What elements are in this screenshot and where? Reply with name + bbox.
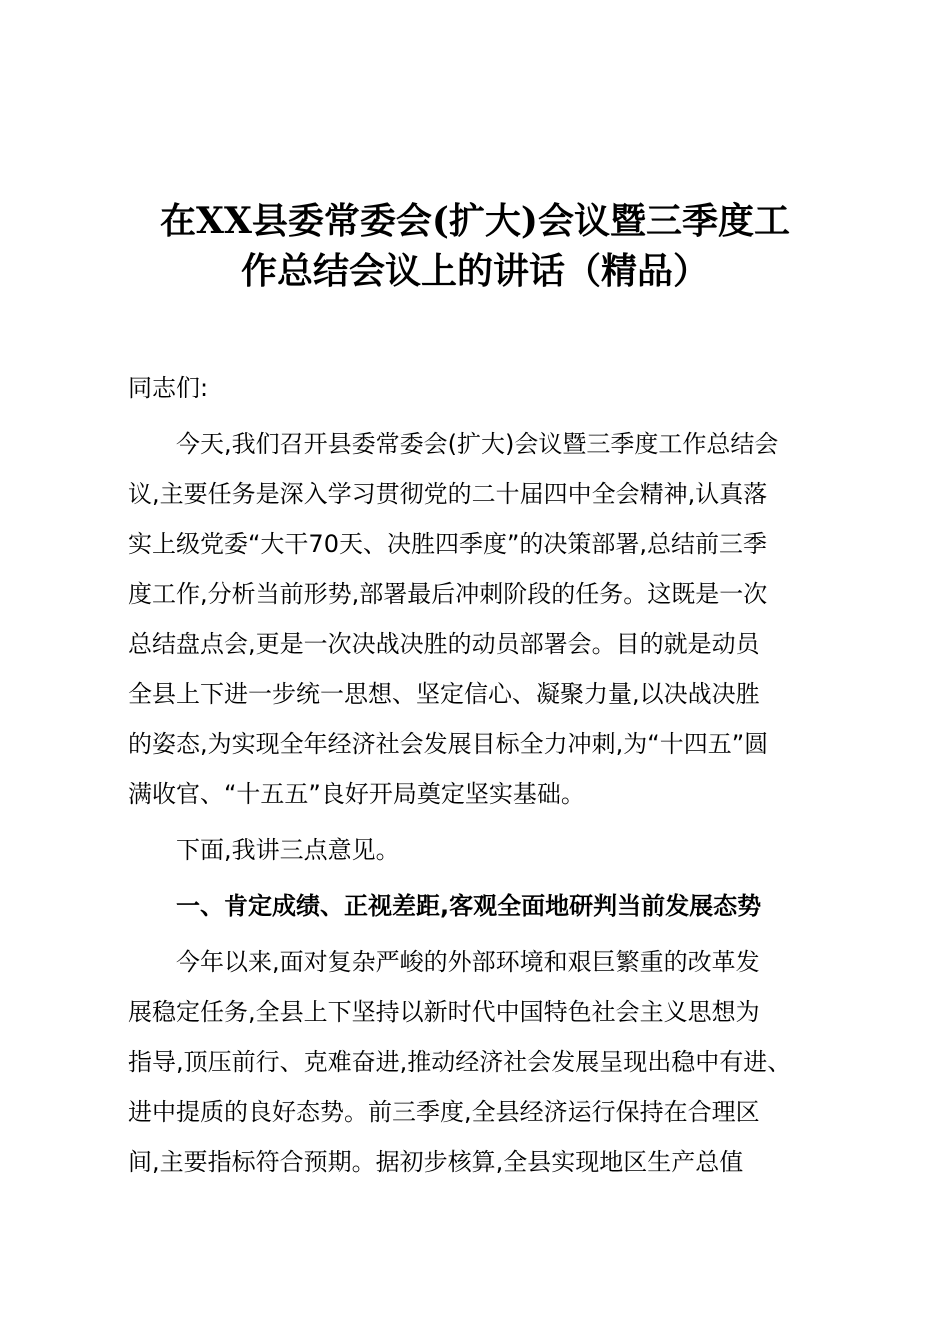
paragraph-line: 下面,我讲三点意见。 xyxy=(176,836,400,864)
salutation-text: 同志们: xyxy=(128,374,209,402)
paragraph-line: 满收官、“十五五”良好开局奠定坚实基础。 xyxy=(128,780,585,808)
paragraph-line: 的姿态,为实现全年经济社会发展目标全力冲刺,为“十四五”圆 xyxy=(128,730,769,758)
document-title xyxy=(0,196,950,296)
paragraph-line: 全县上下进一步统一思想、坚定信心、凝聚力量,以决战决胜 xyxy=(128,680,760,708)
paragraph-line: 进中提质的良好态势。前三季度,全县经济运行保持在合理区 xyxy=(128,1098,760,1126)
paragraph-line: 间,主要指标符合预期。据初步核算,全县实现地区生产总值 xyxy=(128,1148,744,1176)
paragraph-line: 总结盘点会,更是一次决战决胜的动员部署会。目的就是动员 xyxy=(128,630,760,658)
salutation xyxy=(128,363,828,413)
section-heading xyxy=(128,881,828,931)
paragraph-line: 实上级党委“大干70天、决胜四季度”的决策部署,总结前三季 xyxy=(128,530,768,558)
paragraph-line: 展稳定任务,全县上下坚持以新时代中国特色社会主义思想为 xyxy=(128,998,760,1026)
paragraph-line: 今年以来,面对复杂严峻的外部环境和艰巨繁重的改革发 xyxy=(176,948,760,976)
title-line: 作总结会议上的讲话（精品） xyxy=(240,250,709,292)
document-body xyxy=(128,363,828,1193)
paragraph-line: 今天,我们召开县委常委会(扩大)会议暨三季度工作总结会 xyxy=(176,430,779,458)
paragraph-line: 指导,顶压前行、克难奋进,推动经济社会发展呈现出稳中有进、 xyxy=(128,1048,792,1076)
title-line: 在XX县委常委会(扩大)会议暨三季度工 xyxy=(160,200,790,242)
paragraph-line: 议,主要任务是深入学习贯彻党的二十届四中全会精神,认真落 xyxy=(128,480,768,508)
paragraph-opening xyxy=(128,419,828,819)
paragraph-intro-points xyxy=(128,825,828,875)
paragraph-line: 度工作,分析当前形势,部署最后冲刺阶段的任务。这既是一次 xyxy=(128,580,768,608)
section-heading-text: 一、肯定成绩、正视差距,客观全面地研判当前发展态势 xyxy=(176,892,762,920)
paragraph-section-1 xyxy=(128,937,828,1187)
